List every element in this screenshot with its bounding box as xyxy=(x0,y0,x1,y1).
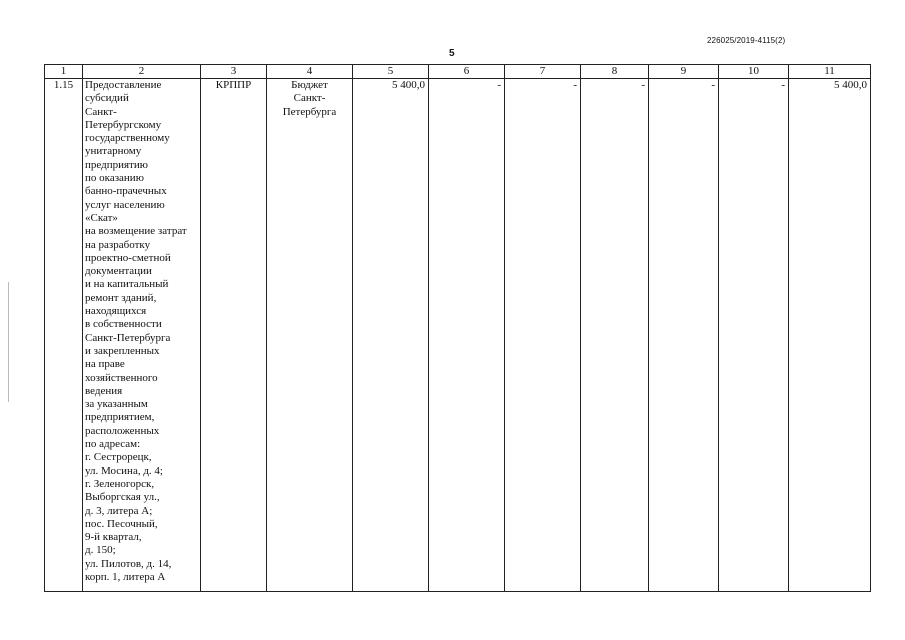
value-cell-col11: 5 400,0 xyxy=(789,79,871,592)
column-header: 5 xyxy=(353,65,429,79)
description-line: унитарному xyxy=(85,145,142,158)
description-line: субсидий xyxy=(85,92,129,105)
description-line: Санкт-Петербурга xyxy=(85,331,171,344)
column-header: 4 xyxy=(267,65,353,79)
description-line: предприятию xyxy=(85,158,148,171)
agency-cell: КРППР xyxy=(201,79,267,592)
description-line: и на капитальный xyxy=(85,278,169,291)
description-cell xyxy=(83,79,201,592)
budget-table xyxy=(44,64,871,592)
description-line: предприятием, xyxy=(85,411,155,424)
column-header: 2 xyxy=(83,65,201,79)
description-line: на возмещение затрат xyxy=(85,225,187,238)
description-line: на праве xyxy=(85,358,125,371)
description-line: Петербургскому xyxy=(85,118,162,131)
description-line: в собственности xyxy=(85,318,162,331)
description-line: услуг населению xyxy=(85,198,165,211)
description-line: Предоставление xyxy=(85,79,162,91)
value-cell-col9: - xyxy=(649,79,719,592)
column-header: 10 xyxy=(719,65,789,79)
budget-source-cell xyxy=(267,79,353,592)
budget-source-line: Бюджет xyxy=(291,79,328,91)
column-header: 3 xyxy=(201,65,267,79)
description-line: за указанным xyxy=(85,398,148,411)
description-line: банно-прачечных xyxy=(85,185,167,198)
page-number: 5 xyxy=(449,48,455,59)
description-line: находящихся xyxy=(85,305,147,318)
description-line: ул. Мосина, д. 4; xyxy=(85,464,163,477)
column-header: 1 xyxy=(45,65,83,79)
value-cell-col5: 5 400,0 xyxy=(353,79,429,592)
document-number: 226025/2019-4115(2) xyxy=(707,36,786,45)
description-line: корп. 1, литера А xyxy=(85,570,166,583)
column-header: 7 xyxy=(505,65,581,79)
column-header: 9 xyxy=(649,65,719,79)
description-line: Санкт- xyxy=(85,105,117,118)
description-line: д. 3, литера А; xyxy=(85,504,153,517)
description-line: по адресам: xyxy=(85,438,141,451)
budget-source-line: Петербурга xyxy=(282,105,337,118)
description-line: расположенных xyxy=(85,424,160,437)
description-line: ведения xyxy=(85,384,123,397)
value-cell-col8: - xyxy=(581,79,649,592)
description-line: д. 150; xyxy=(85,544,116,557)
description-line: по оказанию xyxy=(85,172,144,185)
description-line: хозяйственного xyxy=(85,371,158,384)
description-line: ул. Пилотов, д. 14, xyxy=(85,557,172,570)
description-line: проектно-сметной xyxy=(85,251,171,264)
value-cell-col6: - xyxy=(429,79,505,592)
description-line: г. Сестрорецк, xyxy=(85,451,152,464)
scan-edge-mark xyxy=(8,282,9,402)
description-line: г. Зеленогорск, xyxy=(85,477,155,490)
description-line: 9-й квартал, xyxy=(85,531,142,544)
column-header: 11 xyxy=(789,65,871,79)
value-cell-col7: - xyxy=(505,79,581,592)
column-header: 8 xyxy=(581,65,649,79)
description-line: на разработку xyxy=(85,238,151,251)
description-line: ремонт зданий, xyxy=(85,291,157,304)
description-line: пос. Песочный, xyxy=(85,517,158,530)
column-header: 6 xyxy=(429,65,505,79)
description-line: государственному xyxy=(85,132,170,145)
description-line: «Скат» xyxy=(85,211,118,224)
value-cell-col10: - xyxy=(719,79,789,592)
description-line: документации xyxy=(85,265,152,278)
description-line: Выборгская ул., xyxy=(85,491,160,504)
row-number-cell: 1.15 xyxy=(45,79,83,592)
table-row xyxy=(45,79,871,592)
header-row xyxy=(45,65,871,79)
budget-source-line: Санкт- xyxy=(293,92,326,105)
description-line: и закрепленных xyxy=(85,344,160,357)
